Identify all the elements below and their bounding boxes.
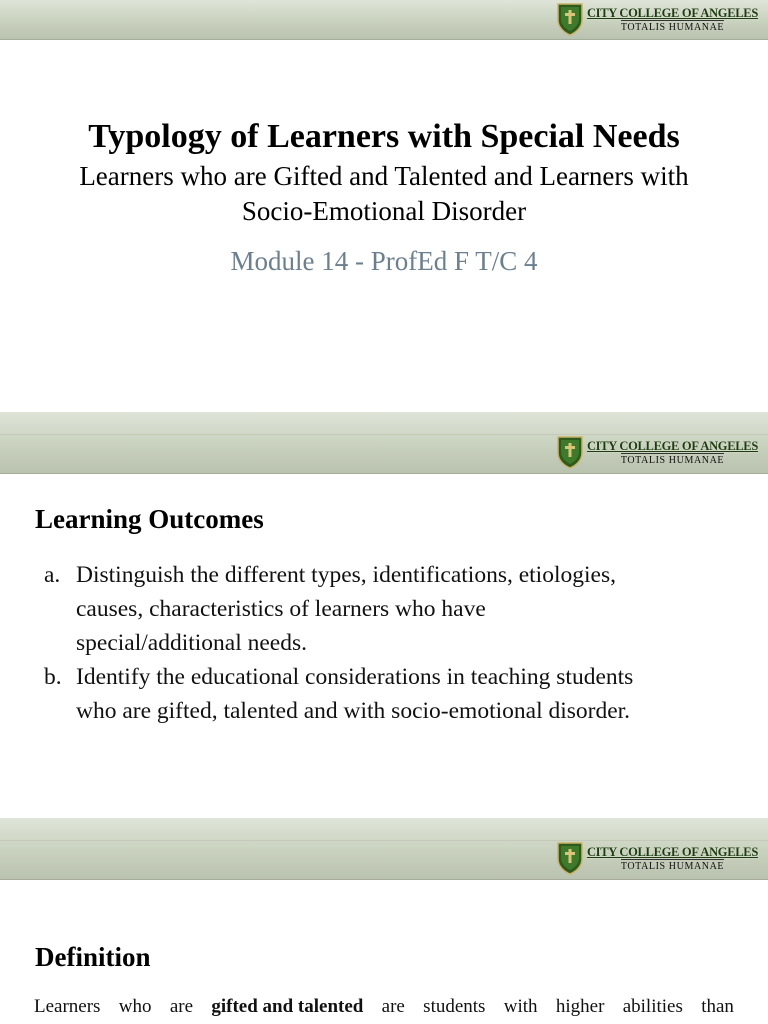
header-band [0,818,768,880]
slide-title [0,0,768,412]
definition-word: are [169,996,194,1017]
logo-motto: TOTALIS HUMANAE [620,454,725,466]
slide-definition [0,818,768,1024]
subtitle-line: Socio-Emotional Disorder [241,196,527,226]
logo-motto: TOTALIS HUMANAE [620,21,725,33]
definition-word: than [701,996,734,1017]
header-band [0,0,768,40]
shield-icon [557,435,583,469]
definition-word: are [381,996,405,1017]
definition-word: with [503,996,538,1017]
logo-name: CITY COLLEGE OF ANGELES [586,5,758,20]
logo-name: CITY COLLEGE OF ANGELES [586,438,758,453]
definition-text [34,996,734,1018]
list-item [44,558,744,660]
subtitle-line: Learners who are Gifted and Talented and Learners with [79,161,689,191]
list-marker: a. [44,562,61,588]
college-logo [557,435,758,469]
definition-word: students [423,996,486,1017]
definition-word: who [118,996,152,1017]
slide-title-heading: Typology of Learners with Special Needs [88,118,680,155]
definition-word: abilities [622,996,683,1017]
slide-learning-outcomes [0,412,768,818]
section-heading: Learning Outcomes [35,504,264,534]
section-heading: Definition [35,942,151,972]
definition-bold-term: gifted and talented [211,996,364,1017]
outcomes-list [44,558,744,728]
outcome-text-line: who are gifted, talented and with socio-emotional disorder. [76,698,631,724]
module-label: Module 14 - ProfEd F T/C 4 [230,246,538,276]
outcome-text-line: special/additional needs. [76,630,308,656]
list-marker: b. [44,664,62,690]
slide-subtitle [20,159,748,229]
logo-motto: TOTALIS HUMANAE [620,860,725,872]
header-band [0,412,768,474]
outcome-text-line: causes, characteristics of learners who have [76,596,486,622]
list-item [44,660,744,728]
outcome-text-line: Distinguish the different types, identifications, etiologies, [76,562,616,588]
shield-icon [557,2,583,36]
shield-icon [557,841,583,875]
definition-word: higher [555,996,605,1017]
college-logo [557,2,758,36]
logo-name: CITY COLLEGE OF ANGELES [586,844,758,859]
outcome-text-line: Identify the educational considerations in teaching students [76,664,634,690]
definition-word: Learners [34,996,101,1017]
college-logo [557,841,758,875]
